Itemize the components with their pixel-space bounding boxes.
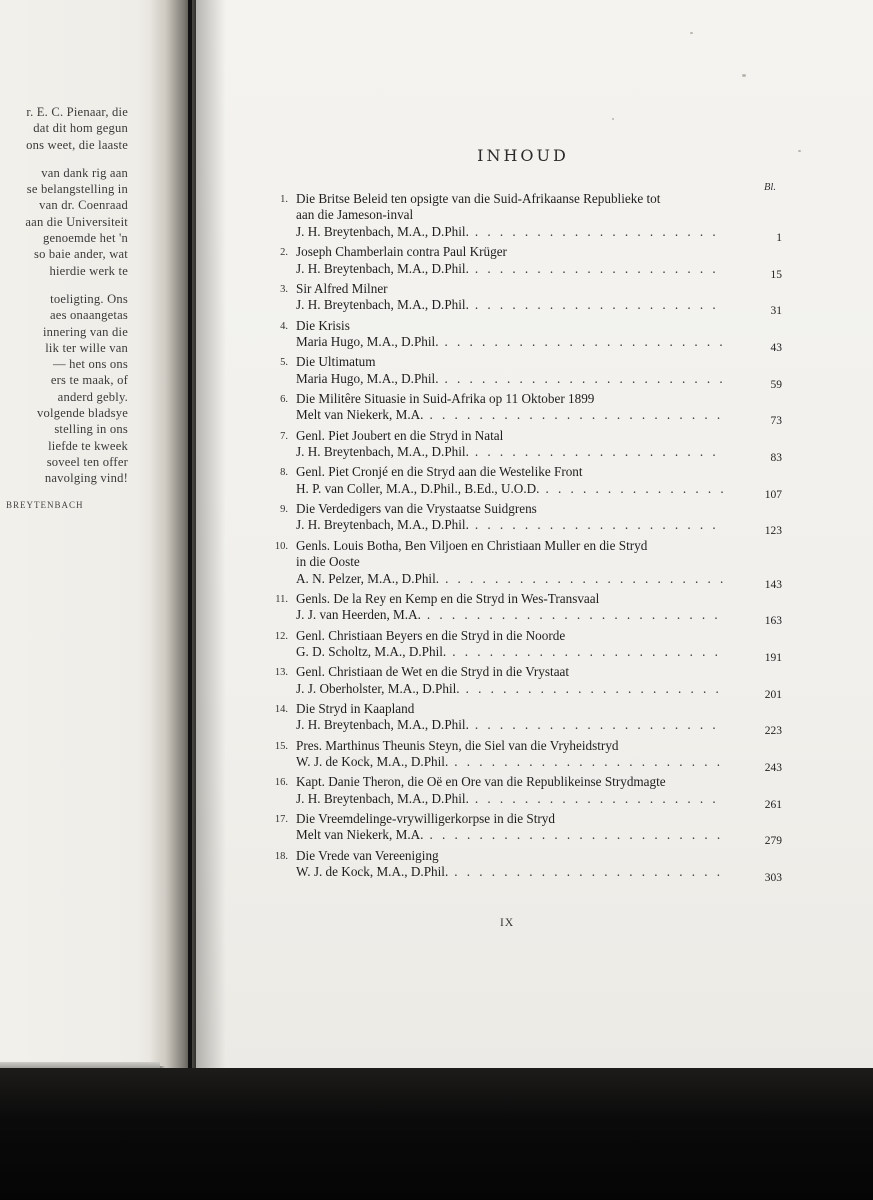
entry-author: Maria Hugo, M.A., D.Phil. [296,333,439,349]
entry-page-number: 123 [764,525,782,538]
entry-number: 15. [274,740,288,752]
entry-title: aan die Jameson-inval [296,207,414,223]
entry-title: Die Ultimatum [296,354,376,370]
entry-title: Genls. De la Rey en Kemp en die Stryd in Wes-Transvaal [296,590,600,606]
dot-leader: .................... [474,297,725,313]
left-text-line: van dank rig aan [41,165,128,180]
dot-leader: ........................ [426,607,727,623]
dot-leader: .................... [474,517,725,533]
dot-leader: .................... [474,444,725,460]
entry-author-line [296,333,782,354]
entry-title: Die Stryd in Kaapland [296,700,415,716]
paper-speck [612,118,614,120]
dot-leader: ........................ [429,827,730,843]
left-text-line: ons weet, die laaste [26,137,128,152]
left-text-line: navolging vind! [44,471,128,486]
left-text-line: hierdie werk te [49,263,128,278]
entry-page-number: 31 [770,305,782,318]
left-text-line: se belangstelling in [26,182,128,197]
entry-author-line [296,517,782,538]
entry-number: 5. [280,357,288,369]
left-text-line: — het ons ons [52,357,128,372]
toc-entry [258,700,782,738]
entry-author-line [296,407,782,428]
entry-page-number: 107 [764,488,782,501]
entry-page-number: 243 [764,762,782,775]
page-folio: IX [500,917,515,929]
dot-leader: .................... [474,260,725,276]
entry-title: Die Krisis [296,317,350,333]
background-surface [0,1068,873,1200]
entry-number: 1. [280,194,288,205]
left-text-line: lik ter wille van [45,340,128,355]
left-page-text [0,104,128,513]
entry-author: J. H. Breytenbach, M.A., D.Phil. [296,297,469,313]
signature: BREYTENBACH [6,499,84,510]
paper-speck [690,32,693,34]
left-text-line: volgende bladsye [37,406,128,421]
entry-author: J. H. Breytenbach, M.A., D.Phil. [296,517,469,533]
entry-page-number: 201 [764,688,782,701]
toc-entry [258,774,782,811]
entry-title: Kapt. Danie Theron, die Oë en Ore van die Republikeinse Strydmagte [296,774,666,790]
entry-author: Melt van Niekerk, M.A. [296,407,424,423]
toc-entry [258,664,782,701]
entry-title: Die Vrede van Vereeniging [296,847,439,863]
entry-number: 7. [280,430,288,442]
entry-number: 3. [280,283,288,295]
left-text-line: toeligting. Ons [50,291,128,306]
toc-entry [258,317,782,354]
entry-author: J. J. van Heerden, M.A. [296,607,421,623]
entry-author-line [296,643,782,664]
left-text-line: stelling in ons [54,422,128,437]
dot-leader: ........................ [429,407,730,423]
toc-entry [258,354,782,391]
entry-title: in die Ooste [296,554,360,570]
paper-speck [742,74,746,77]
dot-leader: ..................... [465,680,729,696]
entry-title: Genl. Christiaan Beyers en die Stryd in die Noorde [296,627,566,643]
entry-title: Joseph Chamberlain contra Paul Krüger [296,244,507,260]
entry-author-line [296,864,782,885]
left-text-line: aan die Universiteit [25,214,128,229]
entry-author-line [296,717,782,738]
entry-author: G. D. Scholtz, M.A., D.Phil. [296,643,447,659]
entry-title: Genl. Piet Joubert en die Stryd in Natal [296,427,504,443]
entry-page-number: 279 [764,835,782,848]
entry-author-line [296,570,782,591]
entry-author: H. P. van Coller, M.A., D.Phil., B.Ed., U.O.D. [296,480,540,496]
left-text-line: ers te maak, of [50,373,128,388]
entry-number: 10. [274,540,288,552]
toc-entry [258,501,782,538]
entry-author: J. H. Breytenbach, M.A., D.Phil. [296,790,469,806]
entry-title: Die Vreemdelinge-vrywilligerkorpse in die Stryd [296,811,555,827]
entry-number: 6. [280,393,288,405]
toc-entry [258,737,782,775]
entry-page-number: 1 [776,231,782,244]
entry-page-number: 261 [764,798,782,811]
entry-author: J. H. Breytenbach, M.A., D.Phil. [296,717,469,733]
toc-entry [258,244,782,281]
dot-leader: .................... [474,790,725,806]
entry-number: 17. [274,814,288,826]
entry-number: 13. [274,667,288,679]
entry-author-line [296,607,782,628]
entry-author-line [296,827,782,848]
entry-title: Die Britse Beleid ten opsigte van die Suid-Afrikaanse Republieke tot [296,191,661,206]
entry-author: A. N. Pelzer, M.A., D.Phil. [296,570,440,586]
entry-author: J. H. Breytenbach, M.A., D.Phil. [296,444,469,460]
entry-author: Maria Hugo, M.A., D.Phil. [296,370,439,386]
dot-leader: ...................... [454,864,730,880]
entry-number: 16. [274,777,288,789]
entry-title: Genl. Piet Cronjé en die Stryd aan die Westelike Front [296,464,583,480]
entry-number: 18. [274,850,288,862]
toc-entry [258,390,782,428]
entry-author: W. J. de Kock, M.A., D.Phil. [296,754,449,770]
entry-number: 8. [280,467,288,479]
entry-number: 2. [280,247,288,259]
dot-leader: ...................... [452,643,728,659]
dot-leader: ....................... [444,333,732,349]
entry-author-line [296,754,782,775]
left-text-line: innering van die [42,324,128,339]
entry-author-line [296,370,782,391]
entry-page-number: 83 [770,452,782,465]
entry-author-line [296,444,782,465]
entry-author: J. H. Breytenbach, M.A., D.Phil. [296,223,469,239]
entry-author-line [296,260,782,281]
toc-entry [258,590,782,628]
entry-title: Pres. Marthinus Theunis Steyn, die Siel van die Vryheidstryd [296,737,619,753]
table-of-contents [258,191,780,884]
page-shadow [196,0,226,1090]
binding-edge [188,0,192,1070]
dot-leader: ...................... [454,754,730,770]
toc-entry [258,627,782,664]
entry-author-line [296,790,782,811]
dot-leader: ....................... [445,570,733,586]
entry-title: Sir Alfred Milner [296,280,388,296]
entry-author: Melt van Niekerk, M.A. [296,827,424,843]
left-text-line: anderd gebly. [57,389,128,404]
entry-page-number: 163 [764,615,782,628]
left-text-line: aes onaangetas [50,308,128,323]
left-text-line: so baie ander, wat [33,247,128,262]
left-text-line: soveel ten offer [46,454,128,469]
entry-author-line [296,680,782,701]
entry-page-number: 59 [770,378,782,391]
entry-title: Die Verdedigers van die Vrystaatse Suidgrens [296,501,537,517]
entry-page-number: 223 [764,725,782,738]
entry-author-line [296,297,782,318]
left-text-line: van dr. Coenraad [39,198,128,213]
entry-title: Genls. Louis Botha, Ben Viljoen en Christiaan Muller en die Stryd [296,537,648,553]
entry-author: J. H. Breytenbach, M.A., D.Phil. [296,260,469,276]
entry-title: Die Militêre Situasie in Suid-Afrika op 11 Oktober 1899 [296,390,595,406]
entry-author: J. J. Oberholster, M.A., D.Phil. [296,680,460,696]
entry-page-number: 191 [764,651,782,664]
dot-leader: ....................... [444,370,732,386]
toc-entry [258,280,782,318]
entry-number: 12. [274,630,288,642]
dot-leader: .................... [474,223,725,239]
toc-entry [258,811,782,848]
paragraph-gap [0,279,128,291]
dot-leader: ............... [545,480,733,496]
page-column-label: Bl. [764,182,776,193]
left-text-line: r. E. C. Pienaar, die [26,105,128,119]
toc-entry [258,427,782,465]
entry-title: Genl. Christiaan de Wet en die Stryd in die Vrystaat [296,664,570,680]
dot-leader: .................... [474,717,725,733]
entry-page-number: 73 [770,415,782,428]
paper-speck [798,150,801,152]
entry-number: 9. [280,504,288,516]
left-text-line: dat dit hom gegun [33,121,128,136]
entry-page-number: 43 [770,341,782,354]
entry-number: 4. [280,320,288,332]
entry-author: W. J. de Kock, M.A., D.Phil. [296,864,449,880]
entry-number: 11. [275,593,288,605]
entry-author-line [296,480,782,501]
contents-heading: INHOUD [477,146,569,165]
toc-entry [258,464,782,501]
entry-page-number: 303 [764,872,782,885]
toc-entry [258,537,782,591]
entry-page-number: 15 [770,268,782,281]
entry-page-number: 143 [764,578,782,591]
entry-number: 14. [274,703,288,715]
toc-entry [258,847,782,885]
entry-author-line [296,223,782,244]
left-text-line: genoemde het 'n [42,231,128,246]
left-text-line: liefde te kweek [48,438,128,453]
toc-entry [258,191,782,244]
paragraph-gap [0,153,128,165]
